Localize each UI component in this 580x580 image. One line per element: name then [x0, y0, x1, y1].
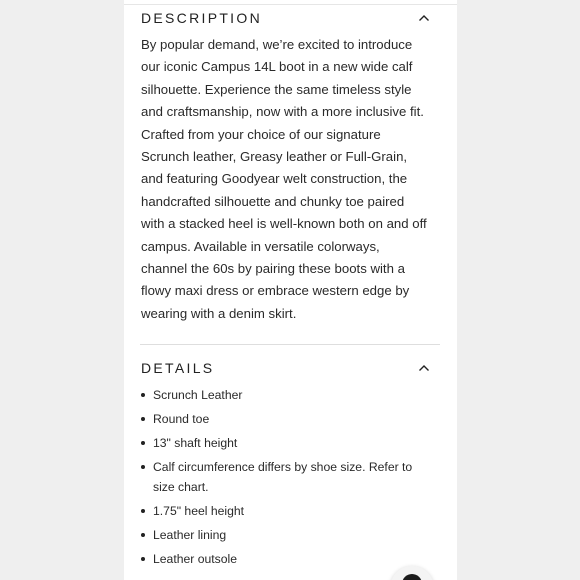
list-item: Leather outsole: [141, 549, 431, 569]
bullet-icon: [141, 465, 145, 469]
chevron-up-icon[interactable]: [418, 12, 430, 24]
description-body: By popular demand, we’re excited to introduce our iconic Campus 14L boot in a new wide calf silhouette. Experience the same timeless style and craftsmanship, now with a more inclusive fit. Crafted from your choice of our signature Scrunch leather, Greasy leather or Full-Grain, and featuring Goodyear welt construction, the handcrafted silhouette and chunky toe paired with a stacked heel is well-known both on and off campus. Available in versatile colorways, channel the 60s by pairing these boots with a flowy maxi dress or embrace western edge by wearing with a denim skirt.: [141, 37, 427, 321]
top-divider: [124, 4, 457, 5]
list-item: 1.75" heel height: [141, 501, 431, 521]
bullet-icon: [141, 557, 145, 561]
details-title: DETAILS: [141, 360, 215, 376]
list-item: Scrunch Leather: [141, 385, 431, 405]
chevron-up-icon[interactable]: [418, 362, 430, 374]
bullet-icon: [141, 417, 145, 421]
list-item: Calf circumference differs by shoe size. Refer to size chart.: [141, 457, 431, 497]
bullet-icon: [141, 509, 145, 513]
description-header[interactable]: [141, 6, 440, 30]
details-list: [141, 385, 431, 573]
list-item: Round toe: [141, 409, 431, 429]
bullet-icon: [141, 393, 145, 397]
bullet-icon: [141, 533, 145, 537]
list-item: 13" shaft height: [141, 433, 431, 453]
description-title: DESCRIPTION: [141, 10, 262, 26]
list-item: Leather lining: [141, 525, 431, 545]
section-divider: [140, 344, 440, 345]
product-info-panel: [124, 0, 457, 580]
details-header[interactable]: [141, 356, 440, 380]
chat-icon: [402, 574, 422, 580]
bullet-icon: [141, 441, 145, 445]
